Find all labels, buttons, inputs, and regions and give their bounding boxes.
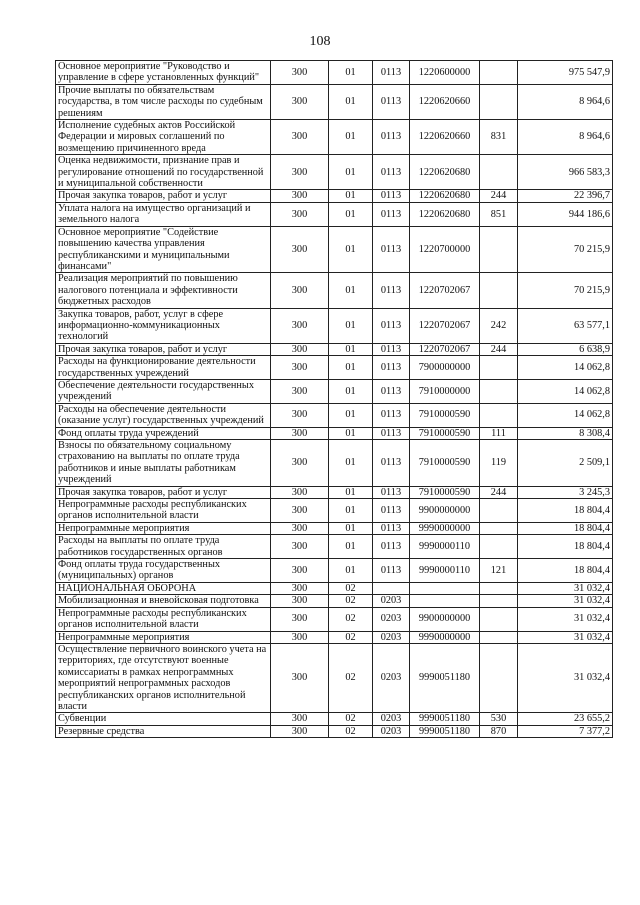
section-code-cell: 01 [329, 403, 373, 427]
ministry-code-cell: 300 [271, 713, 329, 725]
ministry-code-cell: 300 [271, 440, 329, 487]
item-name-cell: Закупка товаров, работ, услуг в сфере информационно-коммуникационных технологий [56, 308, 271, 343]
target-article-code-cell [410, 582, 480, 594]
amount-cell: 7 377,2 [518, 725, 613, 737]
ministry-code-cell: 300 [271, 308, 329, 343]
subsection-code-cell: 0203 [373, 595, 410, 607]
amount-cell: 18 804,4 [518, 499, 613, 523]
table-row [56, 379, 613, 403]
ministry-code-cell: 300 [271, 522, 329, 534]
expense-type-code-cell [480, 607, 518, 631]
section-code-cell: 01 [329, 202, 373, 226]
ministry-code-cell: 300 [271, 559, 329, 583]
section-code-cell: 02 [329, 595, 373, 607]
amount-cell: 6 638,9 [518, 343, 613, 355]
ministry-code-cell: 300 [271, 427, 329, 439]
amount-cell: 8 308,4 [518, 427, 613, 439]
ministry-code-cell: 300 [271, 486, 329, 498]
expense-type-code-cell: 851 [480, 202, 518, 226]
section-code-cell: 01 [329, 379, 373, 403]
item-name-cell: Уплата налога на имущество организаций и земельного налога [56, 202, 271, 226]
amount-cell: 18 804,4 [518, 535, 613, 559]
subsection-code-cell: 0203 [373, 631, 410, 643]
subsection-code-cell: 0113 [373, 499, 410, 523]
amount-cell: 14 062,8 [518, 356, 613, 380]
table-row [56, 84, 613, 119]
target-article-code-cell: 9990051180 [410, 725, 480, 737]
section-code-cell: 01 [329, 522, 373, 534]
table-row [56, 190, 613, 202]
table-row [56, 725, 613, 737]
table-row [56, 427, 613, 439]
expense-type-code-cell [480, 403, 518, 427]
item-name-cell: Непрограммные мероприятия [56, 522, 271, 534]
item-name-cell: Субвенции [56, 713, 271, 725]
section-code-cell: 02 [329, 713, 373, 725]
section-code-cell: 01 [329, 308, 373, 343]
amount-cell: 3 245,3 [518, 486, 613, 498]
table-row [56, 440, 613, 487]
section-code-cell: 01 [329, 226, 373, 273]
subsection-code-cell: 0113 [373, 308, 410, 343]
amount-cell: 70 215,9 [518, 273, 613, 308]
item-name-cell: Расходы на функционирование деятельности государственных учреждений [56, 356, 271, 380]
subsection-code-cell [373, 582, 410, 594]
expense-type-code-cell: 244 [480, 190, 518, 202]
ministry-code-cell: 300 [271, 61, 329, 85]
ministry-code-cell: 300 [271, 582, 329, 594]
ministry-code-cell: 300 [271, 226, 329, 273]
table-row [56, 607, 613, 631]
item-name-cell: Обеспечение деятельности государственных учреждений [56, 379, 271, 403]
target-article-code-cell: 1220620680 [410, 190, 480, 202]
section-code-cell: 01 [329, 84, 373, 119]
expense-type-code-cell [480, 379, 518, 403]
item-name-cell: Непрограммные расходы республиканских органов исполнительной власти [56, 607, 271, 631]
target-article-code-cell: 7910000590 [410, 403, 480, 427]
target-article-code-cell: 1220702067 [410, 343, 480, 355]
item-name-cell: Осуществление первичного воинского учета на территориях, где отсутствуют военные комиссариаты в рамках непрограммных мероприятий непрограммных расходов республиканских органов исполнительной власти [56, 643, 271, 712]
amount-cell: 31 032,4 [518, 607, 613, 631]
section-code-cell: 01 [329, 155, 373, 190]
ministry-code-cell: 300 [271, 273, 329, 308]
ministry-code-cell: 300 [271, 535, 329, 559]
section-code-cell: 01 [329, 559, 373, 583]
expense-type-code-cell: 121 [480, 559, 518, 583]
expense-type-code-cell [480, 535, 518, 559]
item-name-cell: Оценка недвижимости, признание прав и регулирование отношений по государственной и муниципальной собственности [56, 155, 271, 190]
expense-type-code-cell [480, 226, 518, 273]
amount-cell: 31 032,4 [518, 582, 613, 594]
table-row [56, 535, 613, 559]
item-name-cell: Прочая закупка товаров, работ и услуг [56, 486, 271, 498]
subsection-code-cell: 0113 [373, 202, 410, 226]
table-row [56, 155, 613, 190]
item-name-cell: Прочая закупка товаров, работ и услуг [56, 343, 271, 355]
subsection-code-cell: 0113 [373, 522, 410, 534]
amount-cell: 22 396,7 [518, 190, 613, 202]
subsection-code-cell: 0113 [373, 190, 410, 202]
ministry-code-cell: 300 [271, 343, 329, 355]
subsection-code-cell: 0113 [373, 61, 410, 85]
subsection-code-cell: 0113 [373, 226, 410, 273]
amount-cell: 31 032,4 [518, 631, 613, 643]
target-article-code-cell: 9990000000 [410, 522, 480, 534]
item-name-cell: Прочая закупка товаров, работ и услуг [56, 190, 271, 202]
amount-cell: 2 509,1 [518, 440, 613, 487]
item-name-cell: Резервные средства [56, 725, 271, 737]
table-row [56, 582, 613, 594]
subsection-code-cell: 0113 [373, 155, 410, 190]
section-code-cell: 02 [329, 725, 373, 737]
table-row [56, 226, 613, 273]
table-row [56, 631, 613, 643]
expense-type-code-cell [480, 643, 518, 712]
budget-table-body [56, 61, 613, 738]
target-article-code-cell: 9990000110 [410, 535, 480, 559]
item-name-cell: Расходы на выплаты по оплате труда работников государственных органов [56, 535, 271, 559]
item-name-cell: Прочие выплаты по обязательствам государства, в том числе расходы по судебным решениям [56, 84, 271, 119]
expense-type-code-cell: 530 [480, 713, 518, 725]
subsection-code-cell: 0113 [373, 343, 410, 355]
item-name-cell: Фонд оплаты труда учреждений [56, 427, 271, 439]
target-article-code-cell: 7910000590 [410, 440, 480, 487]
table-row [56, 273, 613, 308]
target-article-code-cell: 1220702067 [410, 308, 480, 343]
subsection-code-cell: 0113 [373, 379, 410, 403]
amount-cell: 18 804,4 [518, 559, 613, 583]
expense-type-code-cell [480, 84, 518, 119]
table-row [56, 308, 613, 343]
expense-type-code-cell: 870 [480, 725, 518, 737]
subsection-code-cell: 0113 [373, 403, 410, 427]
ministry-code-cell: 300 [271, 499, 329, 523]
expense-type-code-cell [480, 61, 518, 85]
section-code-cell: 01 [329, 440, 373, 487]
amount-cell: 8 964,6 [518, 120, 613, 155]
table-row [56, 356, 613, 380]
amount-cell: 70 215,9 [518, 226, 613, 273]
subsection-code-cell: 0113 [373, 356, 410, 380]
table-row [56, 120, 613, 155]
table-row [56, 499, 613, 523]
amount-cell: 944 186,6 [518, 202, 613, 226]
item-name-cell: Реализация мероприятий по повышению налогового потенциала и эффективности бюджетных расходов [56, 273, 271, 308]
item-name-cell: Основное мероприятие "Содействие повышению качества управления республиканскими и муниципальными финансами" [56, 226, 271, 273]
subsection-code-cell: 0203 [373, 713, 410, 725]
subsection-code-cell: 0113 [373, 120, 410, 155]
amount-cell: 18 804,4 [518, 522, 613, 534]
section-code-cell: 01 [329, 499, 373, 523]
subsection-code-cell: 0203 [373, 607, 410, 631]
table-row [56, 343, 613, 355]
table-row [56, 202, 613, 226]
expense-type-code-cell [480, 522, 518, 534]
target-article-code-cell: 1220620660 [410, 120, 480, 155]
ministry-code-cell: 300 [271, 155, 329, 190]
amount-cell: 966 583,3 [518, 155, 613, 190]
expense-type-code-cell: 111 [480, 427, 518, 439]
ministry-code-cell: 300 [271, 120, 329, 155]
target-article-code-cell: 9990000110 [410, 559, 480, 583]
table-row [56, 713, 613, 725]
subsection-code-cell: 0113 [373, 84, 410, 119]
section-code-cell: 02 [329, 582, 373, 594]
target-article-code-cell: 9990051180 [410, 713, 480, 725]
target-article-code-cell [410, 595, 480, 607]
ministry-code-cell: 300 [271, 643, 329, 712]
section-code-cell: 01 [329, 535, 373, 559]
amount-cell: 31 032,4 [518, 643, 613, 712]
target-article-code-cell: 1220700000 [410, 226, 480, 273]
expense-type-code-cell: 244 [480, 343, 518, 355]
subsection-code-cell: 0113 [373, 559, 410, 583]
amount-cell: 23 655,2 [518, 713, 613, 725]
target-article-code-cell: 9990051180 [410, 643, 480, 712]
section-code-cell: 01 [329, 356, 373, 380]
ministry-code-cell: 300 [271, 356, 329, 380]
ministry-code-cell: 300 [271, 202, 329, 226]
expense-type-code-cell [480, 356, 518, 380]
target-article-code-cell: 1220620680 [410, 202, 480, 226]
amount-cell: 975 547,9 [518, 61, 613, 85]
item-name-cell: Непрограммные мероприятия [56, 631, 271, 643]
target-article-code-cell: 1220702067 [410, 273, 480, 308]
target-article-code-cell: 1220620660 [410, 84, 480, 119]
target-article-code-cell: 7900000000 [410, 356, 480, 380]
section-code-cell: 01 [329, 486, 373, 498]
expense-type-code-cell: 831 [480, 120, 518, 155]
ministry-code-cell: 300 [271, 725, 329, 737]
ministry-code-cell: 300 [271, 595, 329, 607]
table-row [56, 559, 613, 583]
section-code-cell: 01 [329, 61, 373, 85]
target-article-code-cell: 9900000000 [410, 607, 480, 631]
ministry-code-cell: 300 [271, 190, 329, 202]
section-code-cell: 02 [329, 643, 373, 712]
amount-cell: 14 062,8 [518, 403, 613, 427]
section-code-cell: 01 [329, 343, 373, 355]
expense-type-code-cell [480, 499, 518, 523]
section-code-cell: 01 [329, 427, 373, 439]
table-row [56, 595, 613, 607]
target-article-code-cell: 9900000000 [410, 499, 480, 523]
ministry-code-cell: 300 [271, 403, 329, 427]
item-name-cell: Расходы на обеспечение деятельности (оказание услуг) государственных учреждений [56, 403, 271, 427]
amount-cell: 14 062,8 [518, 379, 613, 403]
ministry-code-cell: 300 [271, 84, 329, 119]
table-row [56, 522, 613, 534]
expense-type-code-cell: 244 [480, 486, 518, 498]
amount-cell: 63 577,1 [518, 308, 613, 343]
ministry-code-cell: 300 [271, 379, 329, 403]
expense-type-code-cell [480, 582, 518, 594]
table-row [56, 643, 613, 712]
target-article-code-cell: 7910000000 [410, 379, 480, 403]
table-row [56, 403, 613, 427]
expense-type-code-cell [480, 273, 518, 308]
subsection-code-cell: 0113 [373, 440, 410, 487]
table-row [56, 486, 613, 498]
section-code-cell: 01 [329, 190, 373, 202]
section-code-cell: 01 [329, 120, 373, 155]
expense-type-code-cell [480, 595, 518, 607]
item-name-cell: Мобилизационная и вневойсковая подготовка [56, 595, 271, 607]
subsection-code-cell: 0113 [373, 427, 410, 439]
target-article-code-cell: 9990000000 [410, 631, 480, 643]
subsection-code-cell: 0203 [373, 725, 410, 737]
ministry-code-cell: 300 [271, 631, 329, 643]
expense-type-code-cell [480, 631, 518, 643]
item-name-cell: Фонд оплаты труда государственных (муниципальных) органов [56, 559, 271, 583]
ministry-code-cell: 300 [271, 607, 329, 631]
subsection-code-cell: 0113 [373, 535, 410, 559]
amount-cell: 8 964,6 [518, 84, 613, 119]
subsection-code-cell: 0113 [373, 486, 410, 498]
item-name-cell: Основное мероприятие "Руководство и управление в сфере установленных функций" [56, 61, 271, 85]
target-article-code-cell: 1220620680 [410, 155, 480, 190]
section-code-cell: 01 [329, 273, 373, 308]
target-article-code-cell: 7910000590 [410, 427, 480, 439]
expense-type-code-cell: 242 [480, 308, 518, 343]
item-name-cell: Непрограммные расходы республиканских органов исполнительной власти [56, 499, 271, 523]
section-code-cell: 02 [329, 607, 373, 631]
budget-table [55, 60, 613, 738]
expense-type-code-cell: 119 [480, 440, 518, 487]
expense-type-code-cell [480, 155, 518, 190]
item-name-cell: Исполнение судебных актов Российской Федерации и мировых соглашений по возмещению причиненного вреда [56, 120, 271, 155]
item-name-cell: Взносы по обязательному социальному страхованию на выплаты по оплате труда работников и иные выплаты работникам учреждений [56, 440, 271, 487]
page-number: 108 [309, 34, 331, 49]
table-row [56, 61, 613, 85]
target-article-code-cell: 1220600000 [410, 61, 480, 85]
target-article-code-cell: 7910000590 [410, 486, 480, 498]
subsection-code-cell: 0113 [373, 273, 410, 308]
section-code-cell: 02 [329, 631, 373, 643]
item-name-cell: НАЦИОНАЛЬНАЯ ОБОРОНА [56, 582, 271, 594]
subsection-code-cell: 0203 [373, 643, 410, 712]
amount-cell: 31 032,4 [518, 595, 613, 607]
